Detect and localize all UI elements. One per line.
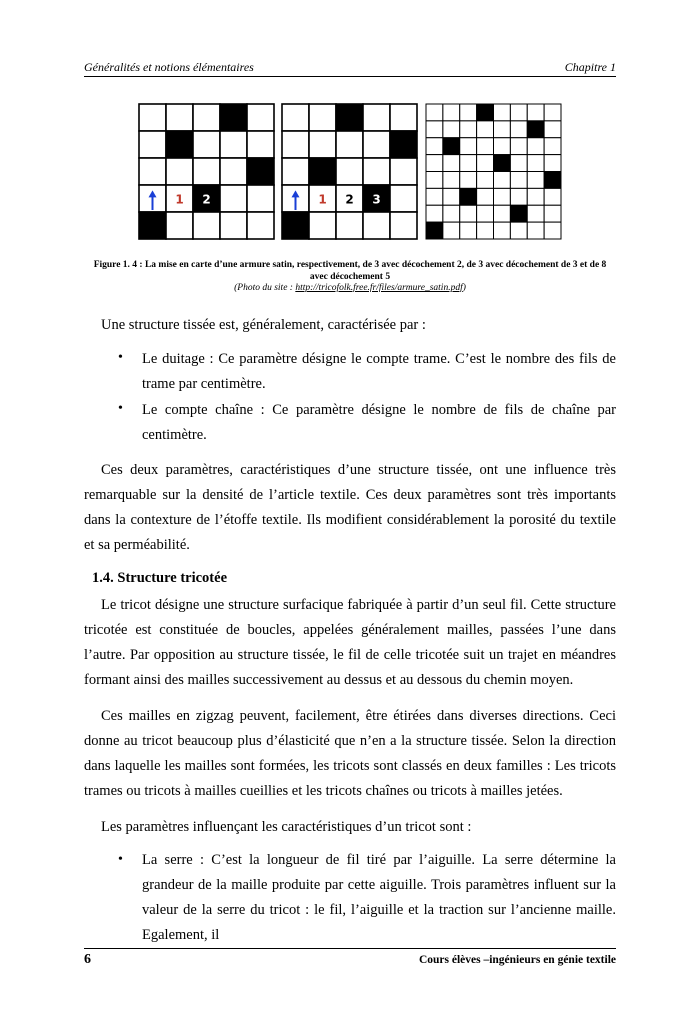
weave-cell-white <box>477 188 494 205</box>
weave-cell-white <box>426 155 443 172</box>
weave-cell-white <box>247 131 274 158</box>
weave-cell-black <box>510 205 527 222</box>
weave-cell-white <box>247 212 274 239</box>
weave-cell-white <box>220 212 247 239</box>
weave-cell-white <box>336 158 363 185</box>
weave-cell-white <box>544 155 561 172</box>
weave-cell-white <box>166 104 193 131</box>
weave-cell-white <box>139 131 166 158</box>
weave-cell-white <box>426 104 443 121</box>
weave-cell-black <box>443 138 460 155</box>
weave-cell-white <box>426 172 443 189</box>
weave-cell-white <box>460 172 477 189</box>
weave-cell-white <box>477 172 494 189</box>
weave-cell-white <box>544 138 561 155</box>
weave-cell-white <box>527 205 544 222</box>
weave-cell-black <box>527 121 544 138</box>
weave-cell-white <box>527 104 544 121</box>
weave-cell-white <box>139 158 166 185</box>
weave-cell-white <box>390 185 417 212</box>
weave-cell-white <box>309 104 336 131</box>
weave-grid-svg <box>281 103 418 240</box>
weave-cell-white <box>494 138 511 155</box>
weave-cell-white <box>443 172 460 189</box>
weave-cell-white <box>510 172 527 189</box>
weave-cell-white <box>477 205 494 222</box>
weave-cell-white <box>477 121 494 138</box>
bullet-duitage: Le duitage : Ce paramètre désigne le compte trame. C’est le nombre des fils de trame par centimètre. <box>142 351 616 392</box>
bullet-icon: • <box>118 852 123 867</box>
weave-cell-white <box>309 131 336 158</box>
weave-cell-white <box>426 188 443 205</box>
weave-cell-white <box>494 104 511 121</box>
weave-cell-white <box>193 158 220 185</box>
grid-label: 2 <box>202 192 211 207</box>
weave-cell-white <box>527 155 544 172</box>
running-footer-right: Cours élèves –ingénieurs en génie textile <box>418 954 616 966</box>
weave-cell-white <box>527 222 544 239</box>
satin-grid-3-decochement-3 <box>281 103 418 240</box>
weave-cell-white <box>363 158 390 185</box>
weave-cell-white <box>510 104 527 121</box>
grid-label: 2 <box>345 192 354 207</box>
weave-cell-black <box>309 158 336 185</box>
bullet-serre: La serre : C’est la longueur de fil tiré par l’aiguille. La serre détermine la grandeur de la maille produite par cette aiguille. Trois paramètres influent sur la valeur de la serre du tricot : le fil, l’aiguille et la traction sur l’ancienne maille. Egalement, il <box>142 852 616 943</box>
weave-cell-white <box>443 121 460 138</box>
weave-cell-white <box>363 104 390 131</box>
weave-cell-black <box>220 104 247 131</box>
weave-cell-white <box>460 121 477 138</box>
weave-cell-white <box>510 188 527 205</box>
weave-cell-white <box>510 121 527 138</box>
section-title: 1.4. Structure tricotée <box>92 570 228 586</box>
weave-cell-white <box>510 138 527 155</box>
paragraph-4: Ces mailles en zigzag peuvent, facilement, être étirées dans diverses directions. Ceci donne au tricot beaucoup plus d’élasticité que n’en a la structure tissée. Selon la direction dans laquelle les mailles sont formées, les tricots sont classés en deux familles : Les tricots trames ou tricots à mailles cueillies et les tricots chaînes ou tricots à mailles jetées. <box>84 708 616 799</box>
weave-cell-white <box>390 212 417 239</box>
weave-cell-white <box>544 188 561 205</box>
weave-cell-white <box>247 185 274 212</box>
weave-cell-white <box>443 205 460 222</box>
weave-cell-white <box>139 104 166 131</box>
weave-cell-white <box>426 205 443 222</box>
bullet-icon: • <box>118 350 123 365</box>
paragraph-3: Le tricot désigne une structure surfacique fabriquée à partir d’un seul fil. Cette structure tricotée est constituée de boucles, appelées généralement mailles, passées l’une dans l’autre. Par opposition au structure tissée, le fil de celle tricotée suit un trajet en méandres formant ainsi des mailles successivement au dessus et au dessous du chemin moyen. <box>84 597 616 688</box>
weave-cell-white <box>220 158 247 185</box>
weave-cell-white <box>443 222 460 239</box>
satin-grid-8-decochement-5 <box>425 103 562 240</box>
bullet-compte-chaine: Le compte chaîne : Ce paramètre désigne le nombre de fils de chaîne par centimètre. <box>142 402 616 443</box>
weave-cell-white <box>282 131 309 158</box>
weave-cell-black <box>460 188 477 205</box>
weave-cell-white <box>166 212 193 239</box>
weave-cell-white <box>363 212 390 239</box>
weave-cell-white <box>460 222 477 239</box>
weave-cell-white <box>510 222 527 239</box>
weave-grid-svg <box>425 103 562 240</box>
weave-cell-white <box>460 155 477 172</box>
running-header-right: Chapitre 1 <box>564 60 616 74</box>
weave-cell-black <box>336 104 363 131</box>
paragraph-2: Ces deux paramètres, caractéristiques d’une structure tissée, ont une influence très remarquable sur la densité de l’article textile. Ces deux paramètres sont très importants dans la contexture de l’étoffe textile. Ils modifient considérablement la porosité du textile et sa perméabilité. <box>84 462 616 553</box>
weave-cell-white <box>460 104 477 121</box>
weave-cell-white <box>510 155 527 172</box>
header-rule <box>84 76 616 77</box>
weave-cell-white <box>494 121 511 138</box>
weave-cell-white <box>336 131 363 158</box>
figure-caption: Figure 1. 4 : La mise en carte d’une armure satin, respectivement, de 3 avec décochement 2, de 3 avec décochement de 3 et de 8 avec décochement 5 <box>93 260 607 282</box>
paragraph-5: Les paramètres influençant les caractéristiques d’un tricot sont : <box>101 819 472 835</box>
weave-cell-white <box>544 121 561 138</box>
weave-grid-svg <box>138 103 275 240</box>
weave-cell-black <box>390 131 417 158</box>
weave-cell-white <box>166 158 193 185</box>
footer-rule <box>84 948 616 949</box>
grid-label: 1 <box>175 192 184 207</box>
weave-cell-white <box>282 104 309 131</box>
weave-cell-black <box>477 104 494 121</box>
weave-cell-white <box>220 131 247 158</box>
weave-cell-white <box>193 104 220 131</box>
weave-cell-white <box>460 138 477 155</box>
weave-cell-white <box>494 205 511 222</box>
weave-cell-white <box>544 104 561 121</box>
weave-cell-white <box>527 172 544 189</box>
paragraph-1: Une structure tissée est, généralement, caractérisée par : <box>101 317 426 333</box>
weave-cell-white <box>460 205 477 222</box>
figure-source-suffix: ) <box>462 283 466 293</box>
weave-cell-white <box>477 138 494 155</box>
weave-cell-white <box>193 212 220 239</box>
weave-cell-white <box>426 121 443 138</box>
weave-cell-white <box>193 131 220 158</box>
weave-cell-black <box>426 222 443 239</box>
satin-grid-3-decochement-2 <box>138 103 275 240</box>
weave-cell-black <box>544 172 561 189</box>
page-number: 6 <box>84 952 91 967</box>
weave-cell-white <box>443 188 460 205</box>
weave-cell-white <box>443 104 460 121</box>
grid-label: 1 <box>318 192 327 207</box>
weave-cell-white <box>443 155 460 172</box>
bullet-icon: • <box>118 401 123 416</box>
weave-cell-white <box>544 222 561 239</box>
weave-cell-white <box>426 138 443 155</box>
grid-label: 3 <box>372 192 381 207</box>
weave-cell-white <box>220 185 247 212</box>
weave-cell-white <box>309 212 336 239</box>
weave-cell-white <box>494 172 511 189</box>
figure-source-prefix: (Photo du site : <box>234 283 296 293</box>
weave-cell-black <box>166 131 193 158</box>
weave-cell-white <box>477 222 494 239</box>
weave-cell-white <box>363 131 390 158</box>
weave-cell-black <box>139 212 166 239</box>
running-header-left: Généralités et notions élémentaires <box>84 60 254 74</box>
weave-cell-black <box>282 212 309 239</box>
weave-cell-white <box>477 155 494 172</box>
weave-cell-black <box>247 158 274 185</box>
weave-cell-white <box>390 104 417 131</box>
weave-cell-white <box>527 188 544 205</box>
weave-cell-white <box>247 104 274 131</box>
weave-cell-white <box>390 158 417 185</box>
weave-cell-black <box>494 155 511 172</box>
weave-cell-white <box>494 188 511 205</box>
weave-cell-white <box>282 158 309 185</box>
figure-source-link[interactable]: http://tricofolk.free.fr/files/armure_satin.pdf <box>295 283 463 293</box>
weave-cell-white <box>544 205 561 222</box>
weave-cell-white <box>527 138 544 155</box>
weave-cell-white <box>336 212 363 239</box>
weave-cell-white <box>494 222 511 239</box>
figure-source <box>84 283 616 293</box>
